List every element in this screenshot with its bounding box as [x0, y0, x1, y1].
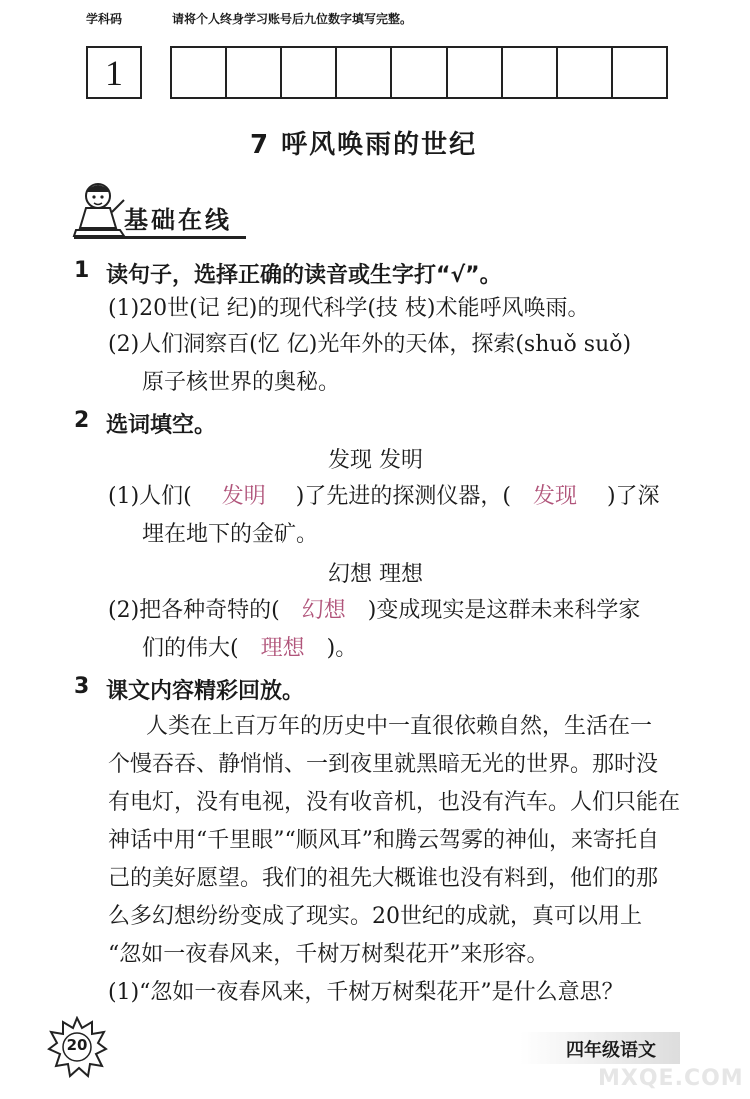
section-underline — [74, 236, 246, 239]
digit-box[interactable] — [337, 46, 392, 99]
q2-s1-answer1[interactable]: 发明 — [221, 484, 266, 509]
lesson-title: 7 呼风唤雨的世纪 — [250, 130, 478, 160]
digit-box[interactable] — [448, 46, 503, 99]
subject-code-label: 学科码 — [86, 12, 123, 26]
page-number-badge — [46, 1016, 108, 1078]
q2-s2-answer1[interactable]: 幻想 — [301, 598, 346, 623]
q3-passage-line: 么多幻想纷纷变成了现实。20世纪的成就，真可以用上 — [108, 904, 642, 929]
grade-label: 四年级语文 — [566, 1040, 656, 1061]
digit-box[interactable] — [613, 46, 668, 99]
q2-sentence1-line1 — [108, 482, 660, 512]
q2-sentence2-line2 — [142, 634, 357, 664]
q1-item1: (1)20世(记 纪)的现代科学(技 枝)术能呼风唤雨。 — [108, 296, 590, 321]
q3-passage-line: 人类在上百万年的历史中一直很依赖自然，生活在一 — [146, 714, 653, 739]
q3-passage-line: 有电灯，没有电视，没有收音机，也没有汽车。人们只能在 — [108, 790, 681, 815]
q2-prompt: 选词填空。 — [106, 413, 217, 438]
q2-s2-answer2[interactable]: 理想 — [260, 636, 305, 661]
digit-box[interactable] — [558, 46, 613, 99]
q3-passage-line: 神话中用“千里眼”“顺风耳”和腾云驾雾的神仙，来寄托自 — [108, 828, 659, 853]
q3-prompt: 课文内容精彩回放。 — [106, 679, 305, 704]
q2-sentence2-line1 — [108, 596, 640, 626]
q1-prompt: 读句子，选择正确的读音或生字打“√”。 — [106, 263, 502, 288]
q3-passage-line: 己的美好愿望。我们的祖先大概谁也没有料到，他们的那 — [108, 866, 659, 891]
subject-code-value: 1 — [105, 53, 123, 93]
q2-s1-part-b: )了先进的探测仪器，( — [295, 484, 511, 509]
digit-box[interactable] — [282, 46, 337, 99]
q1-item2-line2: 原子核世界的奥秘。 — [142, 370, 341, 395]
subject-code-box[interactable] — [86, 46, 142, 99]
account-digit-boxes[interactable] — [170, 46, 668, 99]
digit-box[interactable] — [392, 46, 447, 99]
page-number: 20 — [66, 1036, 88, 1054]
q2-s2-part-d: )。 — [326, 636, 358, 661]
account-instruction: 请将个人终身学习账号后九位数字填写完整。 — [172, 12, 413, 26]
q2-s2-part-c: 们的伟大( — [142, 636, 239, 661]
watermark-logo: MXQE.COM — [598, 1066, 744, 1091]
q2-s2-part-b: )变成现实是这群未来科学家 — [367, 598, 641, 623]
q1-number: 1 — [74, 258, 90, 283]
q2-s1-answer2[interactable]: 发现 — [532, 484, 577, 509]
q1-item2-line1: (2)人们洞察百(忆 亿)光年外的天体，探索(shuǒ suǒ) — [108, 332, 632, 357]
q2-s2-part-a: (2)把各种奇特的( — [108, 598, 280, 623]
q2-word-choices-2: 幻想 理想 — [328, 562, 423, 587]
q2-s1-part-a: (1)人们( — [108, 484, 192, 509]
digit-box[interactable] — [227, 46, 282, 99]
q3-passage-line: “忽如一夜春风来，千树万树梨花开”来形容。 — [108, 942, 549, 967]
q3-number: 3 — [74, 674, 90, 699]
q2-word-choices-1: 发现 发明 — [328, 448, 423, 473]
section-title: 基础在线 — [124, 206, 232, 234]
q2-s1-part-c: )了深 — [606, 484, 660, 509]
student-mascot-icon — [72, 178, 132, 240]
q2-sentence1-line2: 埋在地下的金矿。 — [142, 522, 319, 547]
q2-number: 2 — [74, 408, 90, 433]
q3-passage-line: 个慢吞吞、静悄悄、一到夜里就黑暗无光的世界。那时没 — [108, 752, 659, 777]
q3-subquestion-1: (1)“忽如一夜春风来，千树万树梨花开”是什么意思？ — [108, 980, 624, 1005]
digit-box[interactable] — [172, 46, 227, 99]
digit-box[interactable] — [503, 46, 558, 99]
